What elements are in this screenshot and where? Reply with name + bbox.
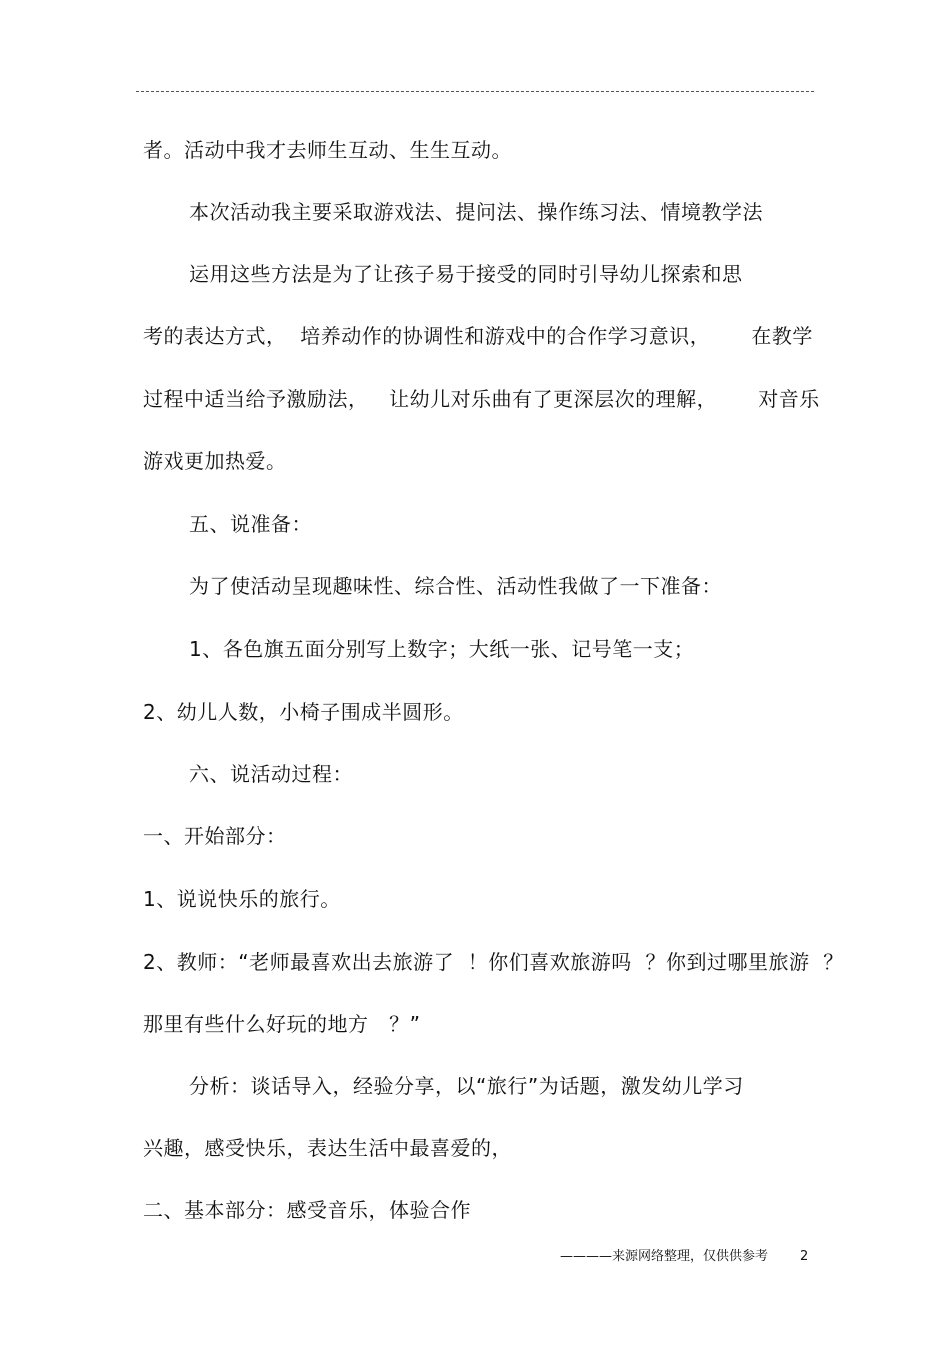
section-heading: 一、开始部分：	[143, 824, 287, 848]
text-line: 考的表达方式， 培养动作的协调性和游戏中的合作学习意识， 在教学	[143, 324, 813, 348]
text-line: 过程中适当给予激励法， 让幼儿对乐曲有了更深层次的理解， 对音乐	[143, 387, 820, 411]
text-line: 本次活动我主要采取游戏法、提问法、操作练习法、情境教学法	[189, 200, 763, 224]
list-item: 2、教师：“老师最喜欢出去旅游了 ！你们喜欢旅游吗 ？你到过哪里旅游 ？	[143, 950, 844, 974]
list-item: 1、说说快乐的旅行。	[143, 887, 341, 911]
list-item: 1、各色旗五面分别写上数字；大纸一张、记号笔一支；	[189, 637, 695, 661]
section-heading: 二、基本部分：感受音乐，体验合作	[143, 1198, 471, 1222]
page-number: 2	[800, 1249, 809, 1264]
section-heading: 六、说活动过程：	[189, 762, 353, 786]
text-line: 运用这些方法是为了让孩子易于接受的同时引导幼儿探索和思	[189, 262, 743, 286]
header-dashed-rule	[136, 91, 814, 92]
text-line: 为了使活动呈现趣味性、综合性、活动性我做了一下准备：	[189, 574, 722, 598]
text-line: 分析：谈话导入，经验分享，以“旅行”为话题，激发幼儿学习	[189, 1074, 744, 1098]
text-line: 者。活动中我才去师生互动、生生互动。	[143, 138, 512, 162]
section-heading: 五、说准备：	[189, 512, 312, 536]
text-line: 那里有些什么好玩的地方 ？”	[143, 1012, 421, 1036]
text-line: 兴趣，感受快乐，表达生活中最喜爱的，	[143, 1136, 512, 1160]
list-item: 2、幼儿人数，小椅子围成半圆形。	[143, 700, 464, 724]
text-line: 游戏更加热爱。	[143, 449, 287, 473]
footer-source-note: ————来源网络整理，仅供供参考	[560, 1249, 769, 1264]
